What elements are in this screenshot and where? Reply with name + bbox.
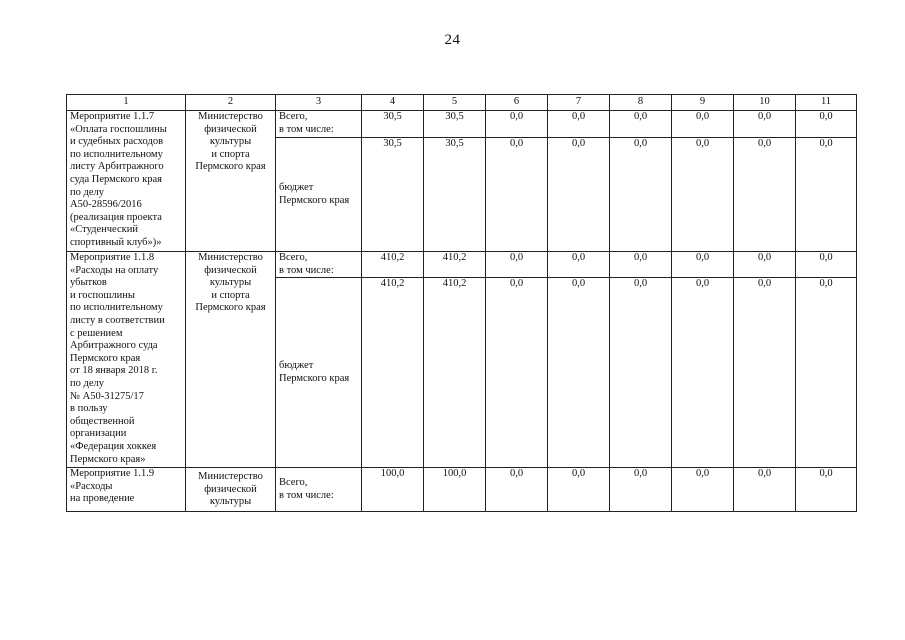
activity-name: Мероприятие 1.1.9 «Расходы на проведение [67,468,186,512]
budget-table [66,94,857,512]
responsible-ministry: Министерство физической культуры и спорта Пермского края [186,252,276,468]
value-cell: 0,0 [610,138,672,252]
value-cell: 0,0 [796,111,857,138]
value-cell: 0,0 [486,111,548,138]
page-number: 24 [444,32,461,48]
value-cell: 0,0 [610,468,672,512]
column-header: 2 [186,95,276,111]
value-cell: 100,0 [424,468,486,512]
responsible-ministry: Министерство физической культуры [186,468,276,512]
value-cell: 0,0 [610,252,672,278]
value-cell: 410,2 [362,278,424,468]
value-cell: 0,0 [734,278,796,468]
activity-name: Мероприятие 1.1.8 «Расходы на оплату убытков и госпошлины по исполнительному листу в соответствии с решением Арбитражного суда Пермского края от 18 января 2018 г. по делу № А50-31275/17 в пользу общественной организации «Федерация хоккея Пермского края» [67,252,186,468]
column-header: 1 [67,95,186,111]
value-cell: 0,0 [548,278,610,468]
value-cell: 0,0 [734,252,796,278]
value-cell: 0,0 [672,278,734,468]
total-label: Всего, в том числе: [276,252,362,278]
header-row [67,95,857,111]
value-cell: 0,0 [796,252,857,278]
value-cell: 30,5 [424,138,486,252]
value-cell: 0,0 [548,468,610,512]
value-cell: 0,0 [486,252,548,278]
column-header: 8 [610,95,672,111]
value-cell: 0,0 [486,468,548,512]
value-cell: 0,0 [486,138,548,252]
value-cell: 100,0 [362,468,424,512]
column-header: 10 [734,95,796,111]
value-cell: 410,2 [424,252,486,278]
table-row [67,468,857,512]
column-header: 9 [672,95,734,111]
value-cell: 0,0 [672,468,734,512]
column-header: 4 [362,95,424,111]
total-label: Всего, в том числе: [276,468,362,512]
budget-label: бюджет Пермского края [276,278,362,468]
value-cell: 30,5 [424,111,486,138]
column-header: 6 [486,95,548,111]
value-cell: 410,2 [362,252,424,278]
value-cell: 0,0 [672,252,734,278]
responsible-ministry: Министерство физической культуры и спорта Пермского края [186,111,276,252]
column-header: 7 [548,95,610,111]
column-header: 5 [424,95,486,111]
value-cell: 410,2 [424,278,486,468]
value-cell: 0,0 [548,138,610,252]
value-cell: 0,0 [734,111,796,138]
table-row [67,111,857,138]
value-cell: 0,0 [672,138,734,252]
value-cell: 30,5 [362,138,424,252]
value-cell: 0,0 [548,111,610,138]
value-cell: 0,0 [796,468,857,512]
value-cell: 0,0 [734,138,796,252]
value-cell: 0,0 [610,111,672,138]
value-cell: 0,0 [796,138,857,252]
activity-name: Мероприятие 1.1.7 «Оплата госпошлины и судебных расходов по исполнительному листу Арбитражного суда Пермского края по делу А50-28596/2016 (реализация проекта «Студенческий спортивный клуб»)» [67,111,186,252]
value-cell: 0,0 [548,252,610,278]
value-cell: 0,0 [672,111,734,138]
table-row [67,252,857,278]
column-header: 11 [796,95,857,111]
value-cell: 0,0 [610,278,672,468]
column-header: 3 [276,95,362,111]
value-cell: 0,0 [486,278,548,468]
budget-label: бюджет Пермского края [276,138,362,252]
value-cell: 0,0 [734,468,796,512]
total-label: Всего, в том числе: [276,111,362,138]
value-cell: 30,5 [362,111,424,138]
value-cell: 0,0 [796,278,857,468]
